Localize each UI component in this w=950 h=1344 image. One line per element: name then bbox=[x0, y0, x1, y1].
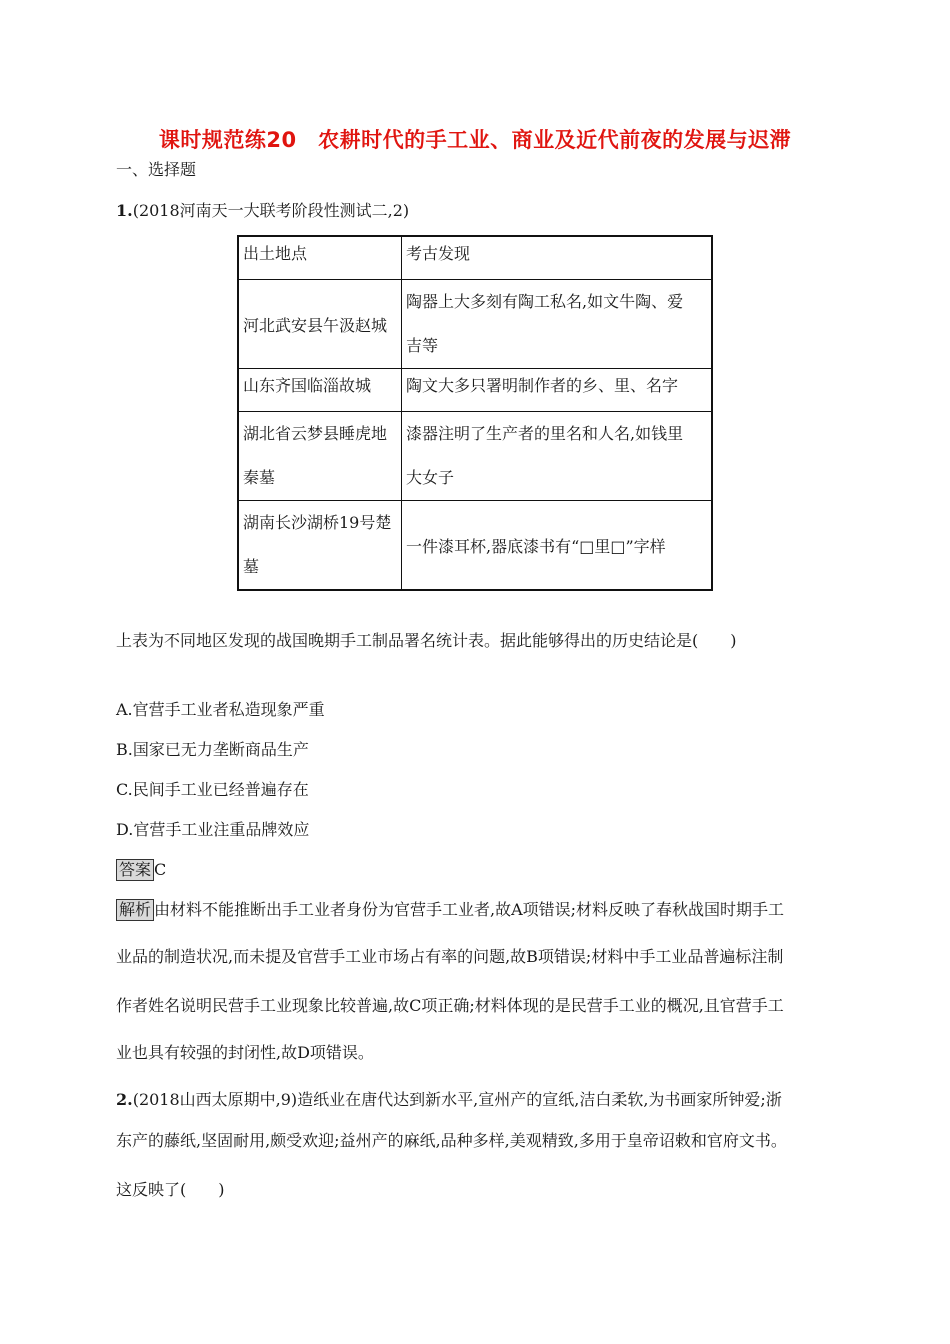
question-1-source: (2018河南天一大联考阶段性测试二,2) bbox=[132, 201, 410, 220]
table-cell-find bbox=[402, 501, 713, 591]
cell-line: 一件漆耳杯,器底漆书有“□里□”字样 bbox=[406, 536, 666, 556]
table-cell-place: 山东齐国临淄故城 bbox=[238, 369, 402, 412]
question-1-header bbox=[116, 201, 409, 221]
cell-line: 湖南长沙湖桥19号楚 bbox=[243, 513, 392, 532]
table-cell-find bbox=[402, 412, 713, 501]
cell-line: 湖北省云梦县睡虎地 bbox=[243, 424, 388, 443]
analysis-line-4: 业也具有较强的封闭性,故D项错误。 bbox=[116, 1043, 374, 1062]
question-2-line-1 bbox=[116, 1090, 782, 1110]
question-2-line-2: 东产的藤纸,坚固耐用,颇受欢迎;益州产的麻纸,品种多样,美观精致,多用于皇帝诏敕和官府文书。 bbox=[116, 1131, 787, 1150]
option-c: C.民间手工业已经普遍存在 bbox=[116, 780, 309, 799]
table-header-row bbox=[238, 236, 712, 280]
question-1-number: 1. bbox=[116, 201, 133, 220]
answer-value: C bbox=[154, 860, 167, 879]
question-2-number: 2. bbox=[116, 1090, 133, 1109]
table-cell-place bbox=[238, 280, 402, 369]
cell-line: 秦墓 bbox=[243, 468, 276, 487]
cell-line: 漆器注明了生产者的里名和人名,如钱里 bbox=[406, 424, 684, 443]
table-header-place: 出土地点 bbox=[238, 236, 402, 280]
table-cell-find: 陶文大多只署明制作者的乡、里、名字 bbox=[402, 369, 713, 412]
cell-line: 河北武安县午汲赵城 bbox=[243, 315, 388, 335]
cell-line: 大女子 bbox=[406, 468, 455, 487]
archaeology-table bbox=[237, 235, 713, 591]
cell-line: 陶器上大多刻有陶工私名,如文牛陶、爱 bbox=[406, 292, 684, 311]
option-d: D.官营手工业注重品牌效应 bbox=[116, 820, 310, 839]
table-cell-place bbox=[238, 501, 402, 591]
answer-line bbox=[116, 859, 166, 881]
table-row bbox=[238, 369, 712, 412]
analysis-tag: 解析 bbox=[116, 899, 154, 921]
analysis-line-1 bbox=[116, 899, 784, 921]
table-cell-place bbox=[238, 412, 402, 501]
answer-tag: 答案 bbox=[116, 859, 154, 881]
option-b: B.国家已无力垄断商品生产 bbox=[116, 740, 309, 759]
table-row bbox=[238, 280, 712, 369]
question-1-stem: 上表为不同地区发现的战国晚期手工制品署名统计表。据此能够得出的历史结论是( ) bbox=[116, 631, 737, 650]
analysis-line-3: 作者姓名说明民营手工业现象比较普遍,故C项正确;材料体现的是民营手工业的概况,且官营手工 bbox=[116, 996, 784, 1015]
question-2-line-3: 这反映了( ) bbox=[116, 1180, 225, 1199]
cell-line: 墓 bbox=[243, 557, 260, 576]
table-cell-find bbox=[402, 280, 713, 369]
question-2-text: (2018山西太原期中,9)造纸业在唐代达到新水平,宣州产的宣纸,洁白柔软,为书画家所钟爱;浙 bbox=[132, 1090, 782, 1109]
option-a: A.官营手工业者私造现象严重 bbox=[116, 700, 325, 719]
analysis-line-2: 业品的制造状况,而未提及官营手工业市场占有率的问题,故B项错误;材料中手工业品普遍标注制 bbox=[116, 947, 784, 966]
analysis-text: 由材料不能推断出手工业者身份为官营手工业者,故A项错误;材料反映了春秋战国时期手工 bbox=[154, 900, 785, 919]
table-row bbox=[238, 412, 712, 501]
cell-line: 吉等 bbox=[406, 336, 439, 355]
table-row bbox=[238, 501, 712, 591]
section-heading: 一、选择题 bbox=[116, 160, 197, 179]
table-header-find: 考古发现 bbox=[402, 236, 713, 280]
page-title: 课时规范练20 农耕时代的手工业、商业及近代前夜的发展与迟滞 bbox=[158, 128, 792, 152]
